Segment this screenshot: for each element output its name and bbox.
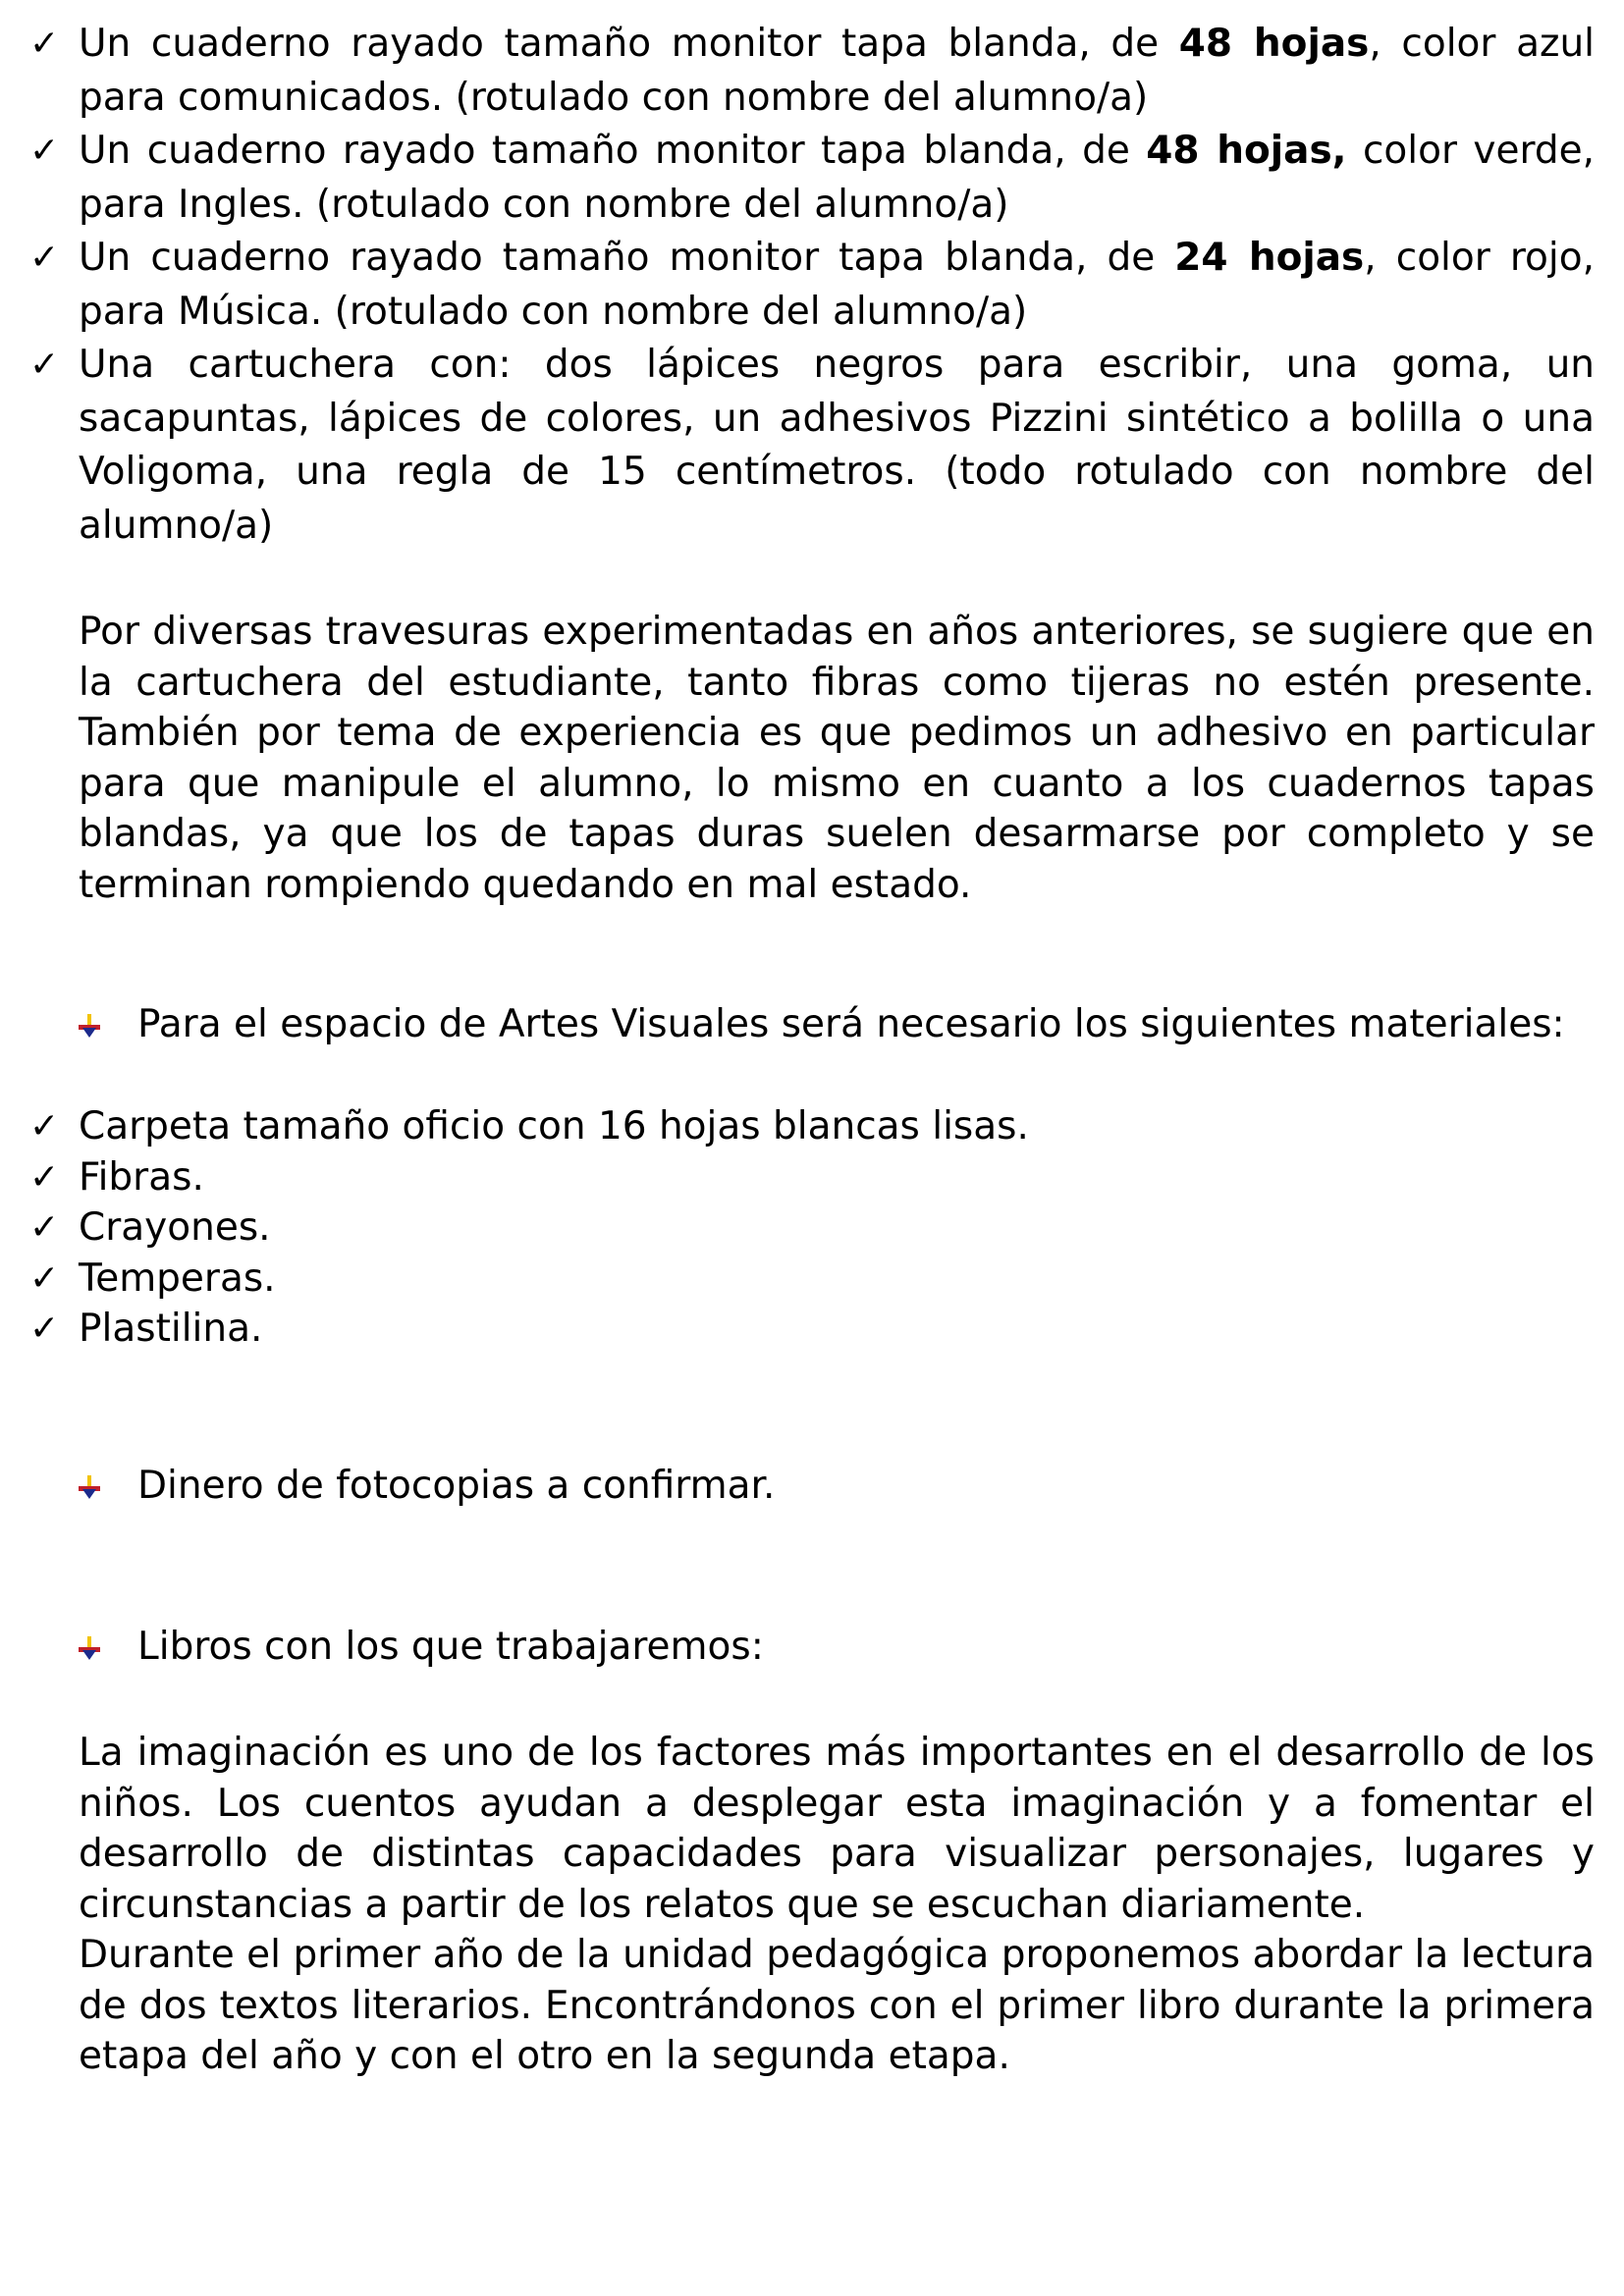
list-item xyxy=(29,232,1595,339)
supplies-checklist xyxy=(29,18,1595,553)
paragraph-text: Durante el primer año de la unidad pedagógica proponemos abordar la lectura de dos textos literarios. Encontrándonos con el primer libro durante la primera etapa del año y con el otro en la segunda etapa. xyxy=(79,1933,1595,2078)
checkmark-icon: ✓ xyxy=(29,345,60,385)
section-title: Para el espacio de Artes Visuales será necesario los siguientes materiales: xyxy=(137,1002,1565,1046)
checkmark-icon: ✓ xyxy=(29,1156,60,1198)
paragraph-text: La imaginación es uno de los factores más importantes en el desarrollo de los niños. Los cuentos ayudan a desplegar esta imaginación y a fomentar el desarrollo de distintas capacidades para visualizar personajes, lugares y circunstancias a partir de los relatos que se escuchan diariamente. xyxy=(79,1731,1595,1927)
list-item-text: Temperas. xyxy=(79,1255,276,1301)
list-item-text: Crayones. xyxy=(79,1205,271,1250)
list-item-text: Un cuaderno rayado tamaño monitor tapa blanda, de xyxy=(79,22,1179,66)
art-materials-checklist xyxy=(29,1101,1306,1355)
arrow-down-bullet-icon xyxy=(79,1014,102,1040)
list-item-text: color verde, para Ingles. (rotulado con nombre del alumno/a) xyxy=(79,129,1596,227)
checkmark-icon: ✓ xyxy=(29,238,60,278)
section-title: Libros con los que trabajaremos: xyxy=(137,1625,764,1669)
list-item xyxy=(29,1152,1306,1203)
checkmark-icon: ✓ xyxy=(29,1106,60,1147)
section-libros xyxy=(79,1622,764,1673)
list-item xyxy=(29,1101,1306,1152)
checkmark-icon: ✓ xyxy=(29,24,60,64)
list-item-text: Fibras. xyxy=(79,1154,204,1200)
list-item xyxy=(29,1304,1306,1355)
list-item-text: , color azul para comunicados. (rotulado con nombre del alumno/a) xyxy=(79,22,1596,120)
arrow-down-bullet-icon xyxy=(79,1636,102,1662)
list-item-text: Plastilina. xyxy=(79,1307,263,1351)
checkmark-icon: ✓ xyxy=(29,1308,60,1349)
checkmark-icon: ✓ xyxy=(29,131,60,171)
checkmark-icon: ✓ xyxy=(29,1207,60,1248)
arrow-down-bullet-icon xyxy=(79,1475,102,1501)
list-item-text: Una cartuchera con: dos lápices negros para escribir, una goma, un sacapuntas, lápices de colores, un adhesivos Pizzini sintético a bolilla o una Voligoma, una regla de 15 centímetros. (todo rotulado con nombre del alumno/a) xyxy=(79,343,1595,548)
section-fotocopias xyxy=(79,1461,775,1512)
list-item xyxy=(29,1254,1306,1305)
list-item-bold: 48 hojas, xyxy=(1146,129,1347,173)
list-item-text: , color rojo, para Música. (rotulado con nombre del alumno/a) xyxy=(79,236,1596,334)
paragraph-text: Por diversas travesuras experimentadas en años anteriores, se sugiere que en la cartuchera del estudiante, tanto fibras como tijeras no estén presente. También por tema de experiencia es que pedimos un adhesivo en particular para que manipule el alumno, lo mismo en cuanto a los cuadernos tapas blandas, ya que los de tapas duras suelen desarmarse por completo y se terminan rompiendo quedando en mal estado. xyxy=(79,610,1595,907)
explanation-paragraph xyxy=(79,607,1595,910)
list-item-text: Un cuaderno rayado tamaño monitor tapa blanda, de xyxy=(79,236,1175,280)
list-item xyxy=(29,1202,1306,1254)
list-item-bold: 48 hojas xyxy=(1178,22,1370,66)
books-paragraph xyxy=(79,1728,1595,2082)
list-item xyxy=(29,125,1595,232)
list-item-bold: 24 hojas xyxy=(1174,236,1365,280)
list-item xyxy=(29,18,1595,125)
section-artes-visuales xyxy=(79,999,1565,1050)
list-item xyxy=(29,339,1595,553)
list-item-text: Un cuaderno rayado tamaño monitor tapa blanda, de xyxy=(79,129,1147,173)
section-title: Dinero de fotocopias a confirmar. xyxy=(137,1464,776,1508)
list-item-text: Carpeta tamaño oficio con 16 hojas blancas lisas. xyxy=(79,1104,1029,1148)
checkmark-icon: ✓ xyxy=(29,1257,60,1299)
